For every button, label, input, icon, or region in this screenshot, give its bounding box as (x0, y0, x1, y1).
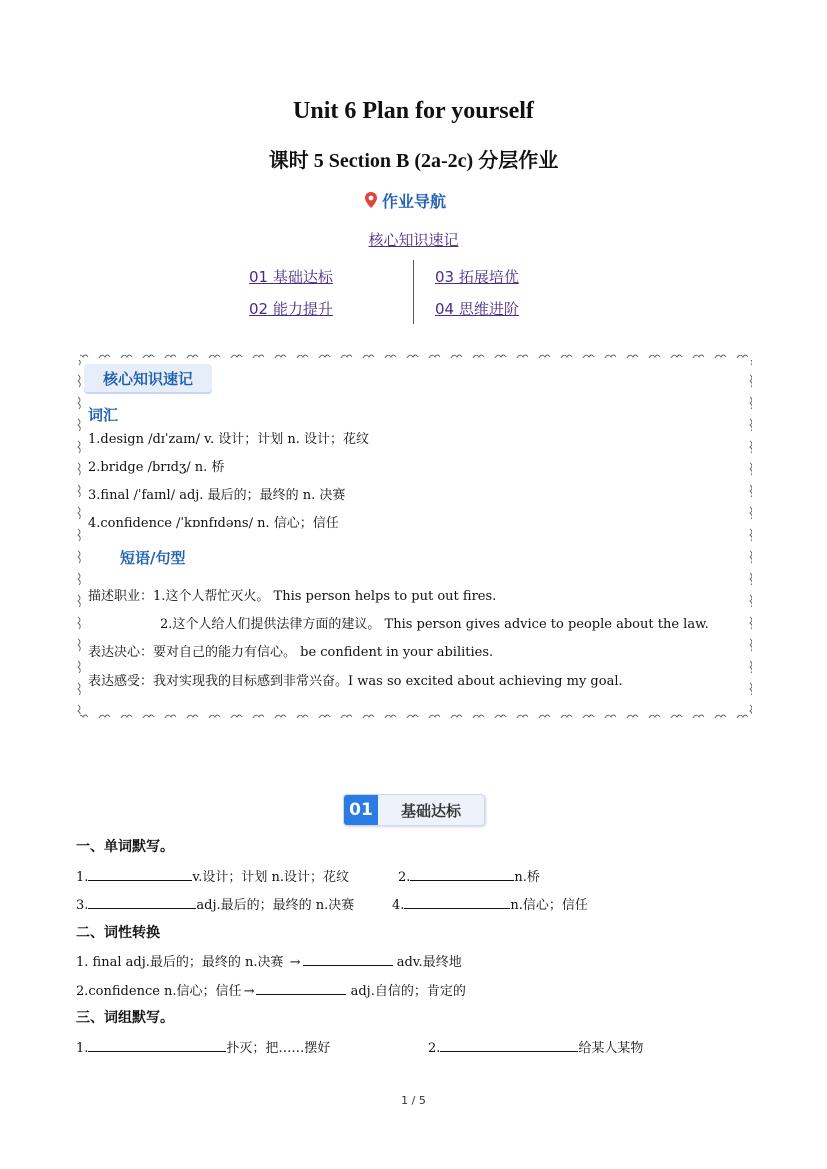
vocab-item: 4.confidence /ˈkɒnfɪdəns/ n. 信心；信任 (88, 516, 339, 531)
nav-link-thinking[interactable]: 04 思维进阶 (435, 300, 519, 318)
section-title: 基础达标 (378, 795, 484, 825)
part1-heading: 一、单词默写。 (76, 839, 174, 855)
answer-blank[interactable] (404, 896, 510, 909)
knowledge-title-pill (84, 364, 212, 394)
part1-question-1 (76, 866, 349, 885)
core-link-row (0, 229, 827, 250)
nav-divider (413, 260, 414, 324)
part2-question-1 (76, 951, 462, 970)
answer-blank[interactable] (88, 868, 192, 881)
nav-link-extension[interactable]: 03 拓展培优 (435, 268, 519, 286)
arrow-right-icon: → (289, 955, 301, 970)
vocab-item: 1.design /dɪˈzaɪn/ v. 设计；计划 n. 设计；花纹 (88, 432, 369, 447)
question-number: 4. (392, 898, 405, 913)
homework-nav-heading (364, 188, 484, 212)
phrase-heading: 短语/句型 (120, 549, 186, 567)
phrase-item: 2.这个人给人们提供法律方面的建议。 This person gives advice to people about the law. (160, 617, 709, 632)
question-number: 2. (428, 1041, 441, 1056)
knowledge-box (76, 352, 752, 722)
answer-blank[interactable] (410, 868, 514, 881)
part3-question-2 (428, 1037, 643, 1056)
phrase-item: 表达决心：要对自己的能力有信心。 be confident in your abilities. (88, 645, 494, 660)
phrase-item: 描述职业：1.这个人帮忙灭火。 This person helps to put out fires. (88, 589, 497, 604)
arrow-right-icon: → (243, 984, 255, 999)
document-title: Unit 6 Plan for yourself (293, 98, 534, 124)
answer-blank[interactable] (88, 896, 196, 909)
section-number: 01 (344, 795, 378, 825)
question-text: adj.自信的；肯定的 (350, 984, 466, 999)
page-number: 1 / 5 (401, 1094, 426, 1107)
question-text: n.桥 (514, 870, 540, 885)
question-text: 1. final adj.最后的；最终的 n.决赛 (76, 955, 284, 970)
knowledge-title: 核心知识速记 (102, 369, 193, 388)
question-text: 2.confidence n.信心；信任 (76, 984, 242, 999)
question-text: adj.最后的；最终的 n.决赛 (196, 898, 355, 913)
vocab-item: 2.bridge /brɪdʒ/ n. 桥 (88, 460, 225, 475)
question-text: v.设计；计划 n.设计；花纹 (192, 870, 349, 885)
nav-link-basic[interactable]: 01 基础达标 (249, 268, 333, 286)
phrase-item: 表达感受：我对实现我的目标感到非常兴奋。I was so excited about achieving my goal. (88, 674, 623, 689)
question-text: n.信心；信任 (510, 898, 588, 913)
part3-heading: 三、词组默写。 (76, 1010, 174, 1026)
question-text: 给某人某物 (578, 1041, 644, 1056)
part3-question-1 (76, 1037, 330, 1056)
vocab-heading: 词汇 (88, 406, 119, 424)
vocab-item: 3.final /ˈfaɪnl/ adj. 最后的；最终的 n. 决赛 (88, 488, 346, 503)
answer-blank[interactable] (256, 982, 346, 995)
part1-question-3 (76, 894, 354, 913)
answer-blank[interactable] (88, 1039, 226, 1052)
location-pin-icon (364, 191, 378, 209)
part2-question-2 (76, 980, 466, 999)
part2-heading: 二、词性转换 (76, 925, 160, 941)
question-number: 3. (76, 898, 89, 913)
part1-question-2 (398, 866, 540, 885)
decorative-border (76, 352, 752, 722)
document-subtitle: 课时 5 Section B (2a-2c) 分层作业 (268, 150, 559, 172)
answer-blank[interactable] (440, 1039, 578, 1052)
core-knowledge-link[interactable]: 核心知识速记 (368, 231, 459, 249)
part1-question-4 (392, 894, 588, 913)
question-number: 2. (398, 870, 411, 885)
question-text: adv.最终地 (396, 955, 462, 970)
nav-link-ability[interactable]: 02 能力提升 (249, 300, 333, 318)
section-badge (343, 794, 485, 826)
question-number: 1. (76, 870, 89, 885)
question-text: 扑灭；把……摆好 (226, 1041, 331, 1056)
answer-blank[interactable] (303, 953, 393, 966)
nav-heading-text: 作业导航 (382, 191, 447, 211)
question-number: 1. (76, 1041, 89, 1056)
